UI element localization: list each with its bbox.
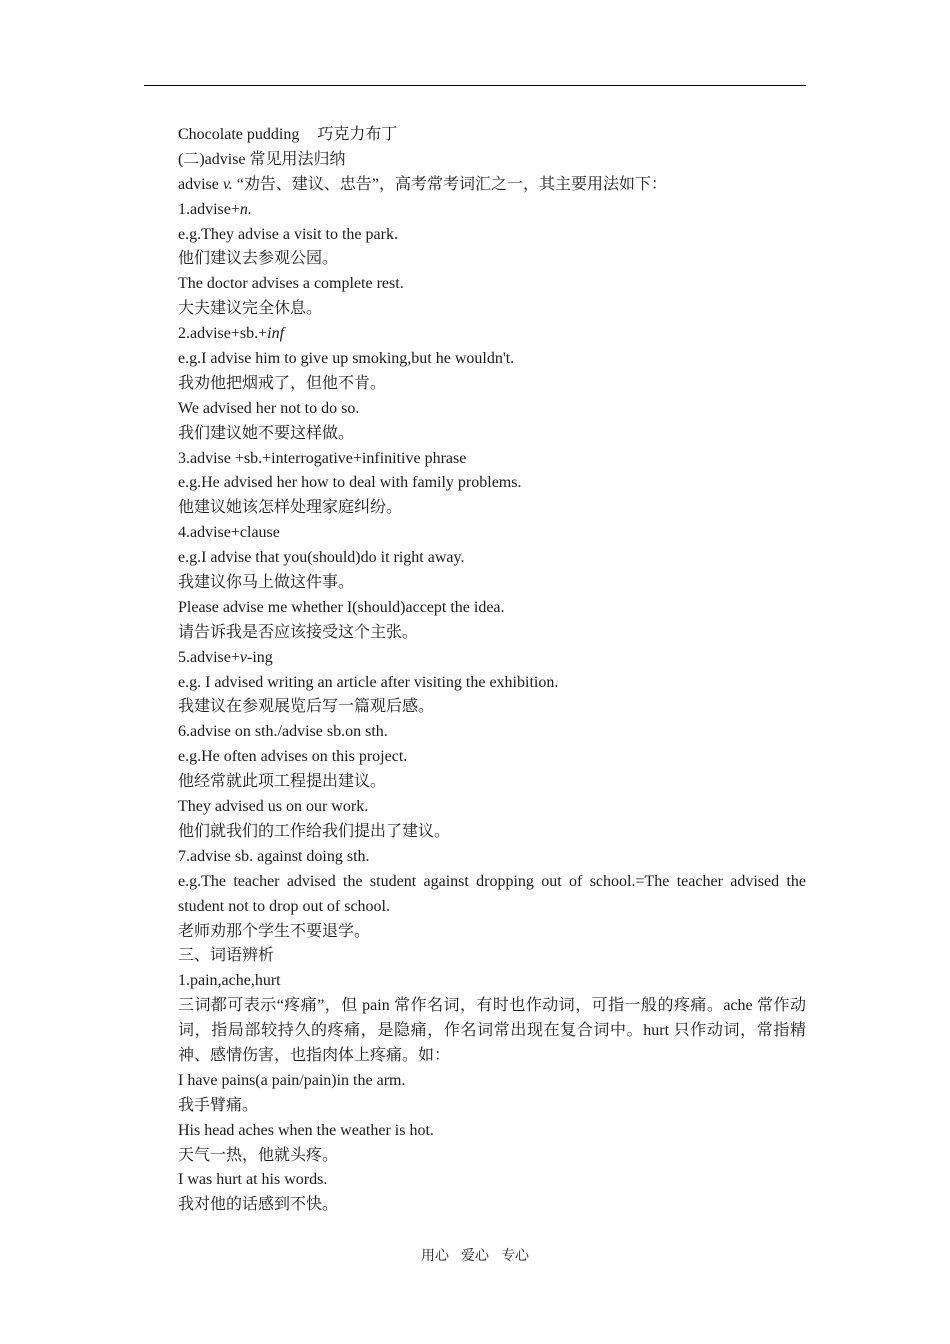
section-heading: (二)advise 常见用法归纳 <box>178 150 346 168</box>
example-line: The doctor advises a complete rest. <box>178 275 404 293</box>
example-line: e.g.They advise a visit to the park. <box>178 225 398 243</box>
translation-line: 他经常就此项工程提出建议。 <box>178 773 387 791</box>
footer-text: 专心 <box>501 1249 529 1264</box>
text-segment-italic: v. <box>222 175 233 193</box>
text-segment: advise <box>178 175 223 193</box>
explanation-paragraph: 三词都可表示“疼痛”，但 pain 常作名词，有时也作动词，可指一般的疼痛。ache 常作动词，指局部较持久的疼痛，是隐痛，作名词常出现在复合词中。hurt 只作动词，常指精神、感情伤害，也指肉体上疼痛。如： <box>178 997 806 1065</box>
example-line: e.g. I advised writing an article after visiting the exhibition. <box>178 673 559 691</box>
usage-heading: 6.advise on sth./advise sb.on sth. <box>178 723 388 741</box>
translation-line: 我们建议她不要这样做。 <box>178 424 355 442</box>
usage-heading: 3.advise +sb.+interrogative+infinitive phrase <box>178 449 467 467</box>
usage-heading <box>178 646 806 671</box>
section-heading: 三、词语辨析 <box>178 947 275 965</box>
text-line <box>178 173 806 198</box>
example-line: I have pains(a pain/pain)in the arm. <box>178 1071 406 1089</box>
page-footer <box>0 1247 950 1267</box>
example-line: e.g.I advise that you(should)do it right away. <box>178 549 465 567</box>
usage-heading <box>178 198 806 223</box>
example-line: e.g.I advise him to give up smoking,but he wouldn't. <box>178 350 515 368</box>
text-segment: -ing <box>247 648 273 666</box>
footer-text: 爱心 <box>461 1249 489 1264</box>
translation-line: 他建议她该怎样处理家庭纠纷。 <box>178 499 403 517</box>
translation-line: 天气一热，他就头疼。 <box>178 1146 339 1164</box>
translation-line: 大夫建议完全休息。 <box>178 300 323 318</box>
example-line: We advised her not to do so. <box>178 399 360 417</box>
usage-heading: 4.advise+clause <box>178 524 280 542</box>
footer-text: 用心 <box>421 1249 449 1264</box>
text-segment: 2.advise+sb.+ <box>178 325 268 343</box>
header-rule <box>144 85 806 86</box>
text-segment: 5.advise+ <box>178 648 240 666</box>
text-segment-italic: n. <box>239 200 252 218</box>
subsection-heading: 1.pain,ache,hurt <box>178 972 281 990</box>
translation-line: 我对他的话感到不快。 <box>178 1196 339 1214</box>
example-line: e.g.He often advises on this project. <box>178 748 408 766</box>
translation-line: 请告诉我是否应该接受这个主张。 <box>178 623 419 641</box>
text-segment: Chocolate pudding <box>178 126 300 143</box>
translation-line: 老师劝那个学生不要退学。 <box>178 922 371 940</box>
translation-line: 我建议在参观展览后写一篇观后感。 <box>178 698 435 716</box>
example-line: I was hurt at his words. <box>178 1171 328 1189</box>
text-segment: 巧克力布丁 <box>317 126 398 143</box>
example-line: His head aches when the weather is hot. <box>178 1121 434 1139</box>
translation-line: 我劝他把烟戒了，但他不肯。 <box>178 374 387 392</box>
text-segment-italic: v <box>239 648 248 666</box>
text-segment: 1.advise+ <box>178 200 240 218</box>
example-line: They advised us on our work. <box>178 798 369 816</box>
document-body <box>178 123 806 1218</box>
text-line <box>178 123 806 148</box>
translation-line: 我手臂痛。 <box>178 1096 259 1114</box>
text-segment-italic: inf <box>267 325 285 343</box>
example-line: e.g.He advised her how to deal with family problems. <box>178 474 522 492</box>
text-segment: “劝告、建议、忠告”，高考常考词汇之一，其主要用法如下： <box>232 175 668 193</box>
example-line: Please advise me whether I(should)accept the idea. <box>178 598 505 616</box>
translation-line: 他们建议去参观公园。 <box>178 250 339 268</box>
translation-line: 我建议你马上做这件事。 <box>178 574 355 592</box>
translation-line: 他们就我们的工作给我们提出了建议。 <box>178 822 451 840</box>
example-paragraph: e.g.The teacher advised the student against dropping out of school.=The teacher advised the student not to drop out of school. <box>178 872 806 915</box>
usage-heading <box>178 322 806 347</box>
usage-heading: 7.advise sb. against doing sth. <box>178 847 370 865</box>
